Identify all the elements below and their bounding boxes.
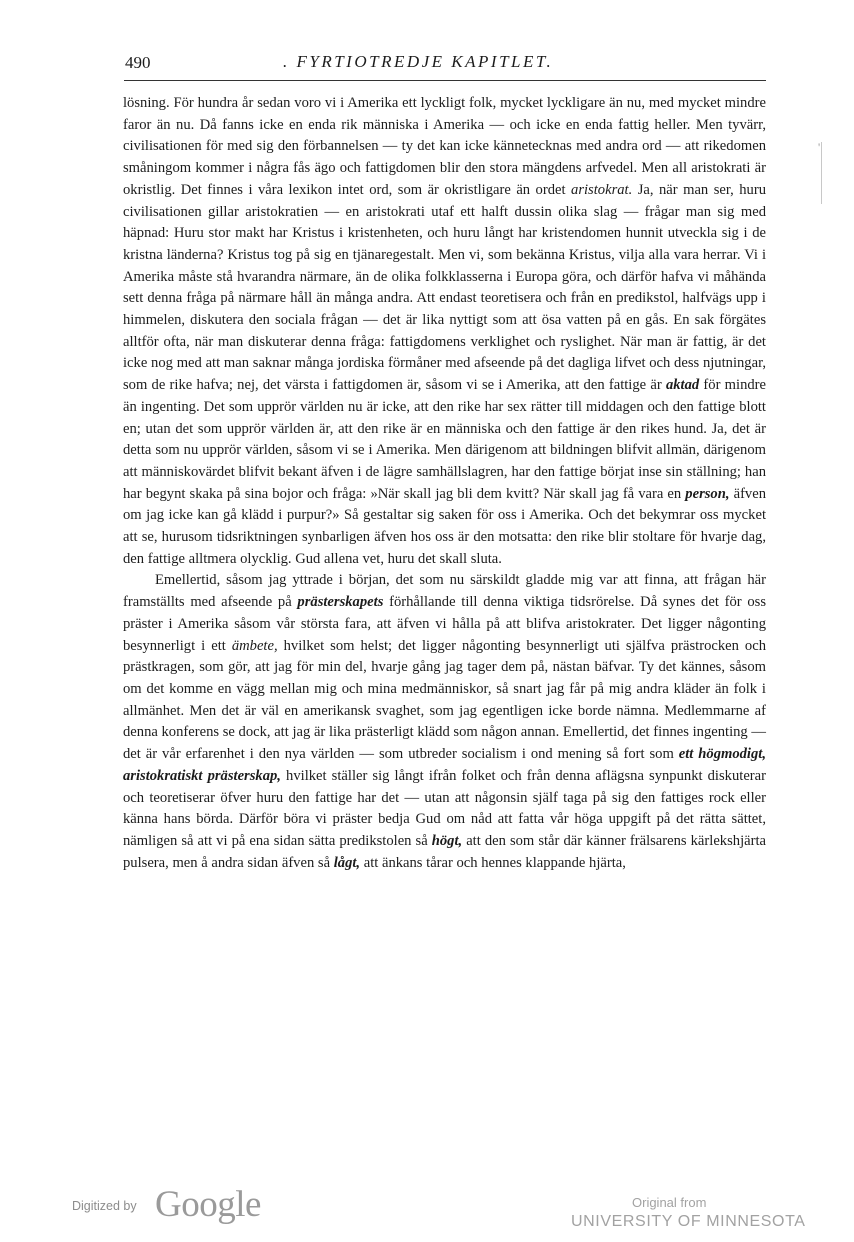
header-rule (124, 80, 766, 81)
page-number: 490 (125, 53, 151, 72)
original-from-label: Original from (632, 1195, 707, 1210)
google-logo: Google (155, 1184, 261, 1225)
margin-mark: ' (818, 140, 821, 154)
paragraph-1: lösning. För hundra år sedan voro vi i Amerika ett lyckligt folk, mycket lyckligare än nu, med mycket mindre faror än nu. Då fanns icke en enda rik människa i Amerika — och icke en enda fattig heller. Men tyvärr, civilisationen för med sig den förbannelsen — ty det kan icke kännetecknas med andra ord — att rikedomen småningom kommer i några fås ägo och fattigdomen blir den stora mängdens arfvedel. Men all aristokrati är okristlig. Det finnes i våra lexikon intet ord, som är okristligare än ordet aristokrat. Ja, när man ser, huru civilisationen gillar aristokratien — en aristokrati utaf ett halft dussin olika slag — frågar man sig med häpnad: Huru stor makt har Kristus i kristenheten, och huru långt har kristendomen hunnit utveckla sig i de kristna länderna? Kristus tog på sig en tjänaregestalt. Men vi, som bekänna Kristus, vilja alla vara herrar. Vi i Amerika måste stå hvarandra närmare, än de olika folkklasserna i Europa göra, och därför hafva vi måhända sett denna fråga på närmare håll än många andra. Att endast teoretisera och från en predikstol, halfvägs upp i himmelen, diskutera den sociala frågan — det är lika nyttigt som att ösa vatten på en gås. En sak förgätes alltför ofta, när man diskuterar denna fråga: fattigdomens verklighet och ryslighet. När man är fattig, är det icke nog med att man saknar många jordiska förmåner med afseende på det dagliga lifvet och dess njutningar, som de rike hafva; nej, det värsta i fattigdomen är, såsom vi se i Amerika, att den fattige är aktad för mindre än ingenting. Det som upprör världen nu är icke, att den rike har sex rätter till middagen och den fattige blott en; utan det som upprör världen är, att den rike är en människa och den fattige är den rikes hund. Ja, det är detta som nu upprör världen, såsom vi se i Amerika. Men därigenom att bildningen blifvit allmän, därigenom att människovärdet blifvit bekant äfven i de lägre samhällslagren, har den fattige börjat inse sin ställning; han har begynt skaka på sina bojor och fråga: »När skall jag bli dem kvitt? När skall jag få vara en person, äfven om jag icke kan gå klädd i purpur?» Så gestaltar sig saken för oss i Amerika. Och det bekymrar oss mycket att se, hurusom tidsriktningen synbarligen äfven hos oss är den motsatta: den rike blir stoltare för hvarje dag, den fattige alltmera olycklig. Gud allena vet, huru det skall sluta. (123, 95, 766, 567)
running-head: . FYRTIOTREDJE KAPITLET. (283, 52, 554, 71)
margin-line (821, 142, 822, 204)
institution-label: UNIVERSITY OF MINNESOTA (571, 1213, 806, 1230)
text-block (123, 93, 766, 874)
paragraph-2: Emellertid, såsom jag yttrade i början, det som nu särskildt gladde mig var att finna, att frågan här framställts med afseende på prästerskapets förhållande till denna viktiga tidsrörelse. Då synes det för oss präster i Amerika såsom vår största fara, att äfven vi hålla på att blifva aristokrater. Det ligger någonting besynnerligt i ett ämbete, hvilket som helst; det ligger någonting besynnerligt uti själfva prästrocken och prästkragen, som gör, att jag för min del, hvarje gång jag tager dem på, nästan bäfvar. Ty det kännes, såsom om det komme en vägg mellan mig och mina medmänniskor, så snart jag får på mig andra kläder än folk i allmänhet. Men det är väl en amerikansk svaghet, som jag egentligen icke borde nämna. Medlemmarne af denna konferens se dock, att jag är lika prästerligt klädd som någon annan. Emellertid, det finnes ingenting — det är vår erfarenhet i den nya världen — som utbreder socialism i ond mening så fort som ett högmodigt, aristokratiskt prästerskap, hvilket ställer sig långt ifrån folket och från denna aflägsna synpunkt diskuterar och teoretiserar öfver huru den fattige har det — utan att någonsin själf taga på sig den fattiges rock eller känna hans börda. Därför böra vi präster bedja Gud om nåd att fatta vår höga uppgift på det rätta sättet, nämligen så att vi på ena sidan sätta predikstolen så högt, att den som står där känner frälsarens kärlekshjärta pulsera, men å andra sidan äfven så lågt, att änkans tårar och hennes klappande hjärta, (123, 572, 766, 871)
digitized-by-label: Digitized by (72, 1199, 137, 1213)
